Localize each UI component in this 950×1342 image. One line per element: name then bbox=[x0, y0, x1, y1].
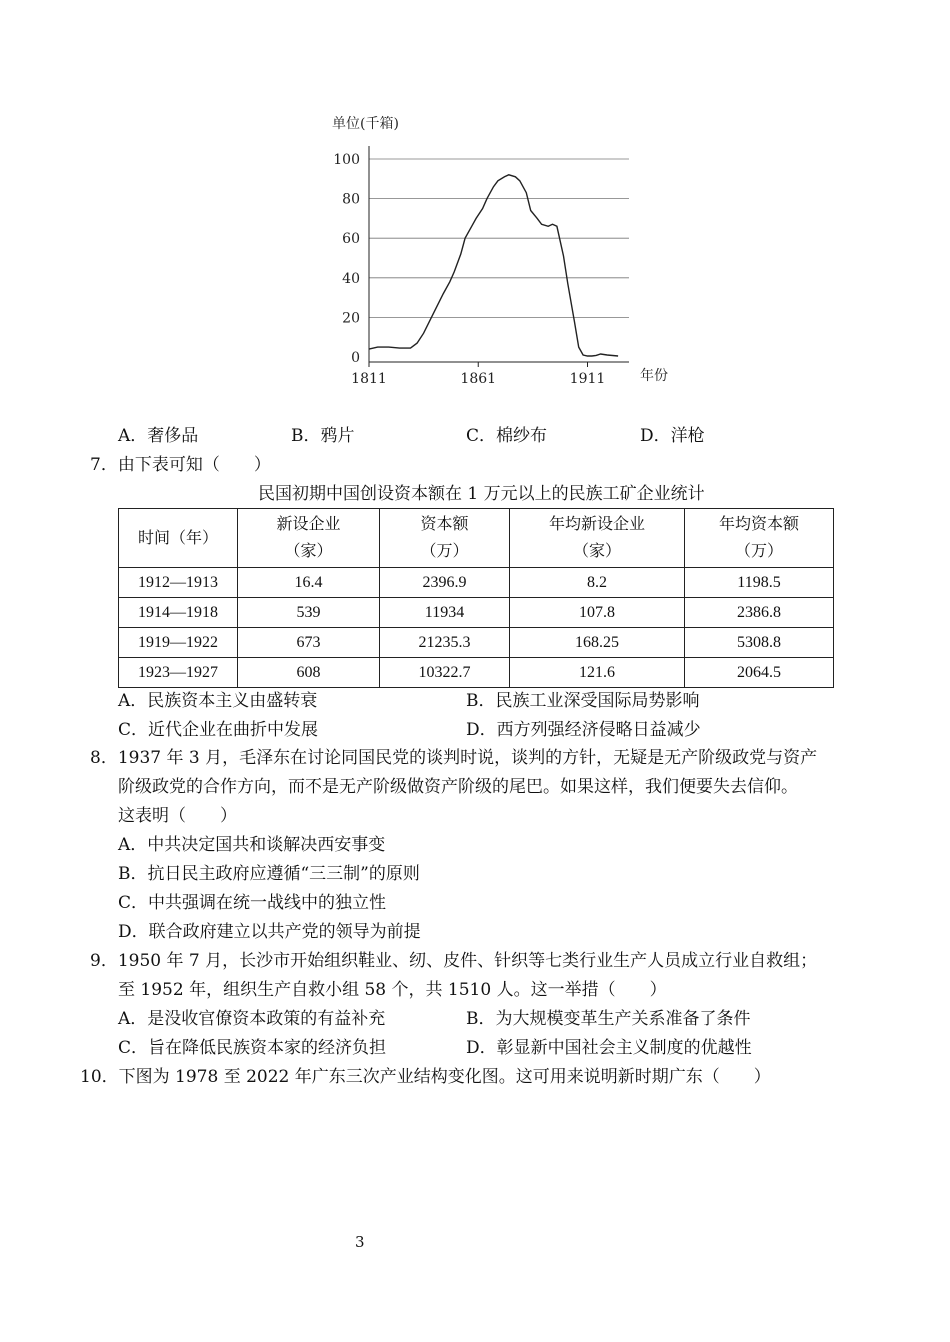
table-cell: 1198.5 bbox=[685, 568, 834, 598]
table-cell: 2396.9 bbox=[380, 568, 510, 598]
table-cell: 10322.7 bbox=[380, 658, 510, 688]
table-cell: 1919—1922 bbox=[119, 628, 238, 658]
q8-option-c[interactable]: C．中共强调在统一战线中的独立性 bbox=[118, 893, 387, 913]
table-cell: 16.4 bbox=[238, 568, 380, 598]
table-cell: 21235.3 bbox=[380, 628, 510, 658]
chart-xlabel: 年份 bbox=[640, 368, 668, 384]
table-cell: 168.25 bbox=[510, 628, 685, 658]
table-header-row bbox=[119, 509, 834, 568]
table-cell: 1912—1913 bbox=[119, 568, 238, 598]
q9-option-a[interactable]: A．是没收官僚资本政策的有益补充 bbox=[118, 1009, 386, 1029]
y-tick-label: 100 bbox=[333, 152, 360, 168]
x-tick-label: 1911 bbox=[569, 371, 606, 387]
chart-series-line bbox=[369, 175, 618, 356]
q9-option-c[interactable]: C．旨在降低民族资本家的经济负担 bbox=[118, 1038, 387, 1058]
table-cell: 8.2 bbox=[510, 568, 685, 598]
q9-option-d[interactable]: D．彰显新中国社会主义制度的优越性 bbox=[466, 1038, 752, 1058]
q8-stem-line-3: 这表明（ ） bbox=[118, 806, 237, 826]
table-cell: 5308.8 bbox=[685, 628, 834, 658]
q9-stem-line-2: 至 1952 年，组织生产自救小组 58 个，共 1510 人。这一举措（ ） bbox=[118, 980, 667, 1000]
table-cell: 2386.8 bbox=[685, 598, 834, 628]
y-tick-label: 60 bbox=[342, 231, 360, 248]
q7-option-d[interactable]: D．西方列强经济侵略日益减少 bbox=[466, 720, 701, 740]
header-annual-capital: 年均资本额 （万） bbox=[685, 509, 834, 568]
table-row bbox=[119, 568, 834, 598]
chart-y-ticks bbox=[333, 152, 360, 366]
q7-option-b[interactable]: B．民族工业深受国际局势影响 bbox=[466, 691, 700, 711]
table-row bbox=[119, 658, 834, 688]
header-capital: 资本额 （万） bbox=[380, 509, 510, 568]
q8-option-d[interactable]: D．联合政府建立以共产党的领导为前提 bbox=[118, 922, 421, 942]
table-row bbox=[119, 628, 834, 658]
q6-option-d[interactable]: D．洋枪 bbox=[640, 426, 705, 446]
y-tick-label: 0 bbox=[351, 350, 360, 366]
q6-option-c[interactable]: C．棉纱布 bbox=[466, 426, 548, 446]
q8-stem-line-2: 阶级政党的合作方向，而不是无产阶级做资产阶级的尾巴。如果这样，我们便要失去信仰。 bbox=[118, 777, 798, 797]
q9-option-b[interactable]: B．为大规模变革生产关系准备了条件 bbox=[466, 1009, 751, 1029]
table-cell: 1923—1927 bbox=[119, 658, 238, 688]
table-cell: 673 bbox=[238, 628, 380, 658]
table-cell: 608 bbox=[238, 658, 380, 688]
chart-x-ticks bbox=[351, 362, 629, 387]
q7-option-a[interactable]: A．民族资本主义由盛转衰 bbox=[118, 691, 318, 711]
chart-grid bbox=[369, 159, 629, 317]
chart bbox=[320, 108, 700, 393]
header-time: 时间（年） bbox=[119, 509, 238, 568]
q10-stem: 10．下图为 1978 至 2022 年广东三次产业结构变化图。这可用来说明新时期广东（ ） bbox=[80, 1067, 771, 1087]
chart-ylabel: 单位(千箱) bbox=[332, 116, 399, 132]
q7-table bbox=[118, 508, 834, 688]
header-new-enterprises: 新设企业 （家） bbox=[238, 509, 380, 568]
page-number: 3 bbox=[355, 1233, 365, 1251]
q9-stem-line-1: 9．1950 年 7 月，长沙市开始组织鞋业、纫、皮件、针织等七类行业生产人员成立行业自救组； bbox=[90, 951, 818, 971]
q7-table-title: 民国初期中国创设资本额在 1 万元以上的民族工矿企业统计 bbox=[258, 484, 705, 504]
table-row bbox=[119, 598, 834, 628]
table-cell: 1914—1918 bbox=[119, 598, 238, 628]
table-cell: 2064.5 bbox=[685, 658, 834, 688]
table-cell: 121.6 bbox=[510, 658, 685, 688]
q8-stem-line-1: 8．1937 年 3 月，毛泽东在讨论同国民党的谈判时说，谈判的方针，无疑是无产阶级政党与资产 bbox=[90, 748, 818, 768]
y-tick-label: 40 bbox=[342, 270, 360, 287]
table-cell: 107.8 bbox=[510, 598, 685, 628]
q6-option-b[interactable]: B．鸦片 bbox=[291, 426, 355, 446]
q6-option-a[interactable]: A．奢侈品 bbox=[118, 426, 199, 446]
q8-option-a[interactable]: A．中共决定国共和谈解决西安事变 bbox=[118, 835, 386, 855]
y-tick-label: 80 bbox=[342, 191, 360, 208]
table-cell: 539 bbox=[238, 598, 380, 628]
header-annual-new: 年均新设企业 （家） bbox=[510, 509, 685, 568]
x-tick-label: 1811 bbox=[351, 371, 387, 387]
q7-stem: 7．由下表可知（ ） bbox=[90, 455, 271, 475]
x-tick-label: 1861 bbox=[460, 371, 497, 387]
q7-option-c[interactable]: C．近代企业在曲折中发展 bbox=[118, 720, 319, 740]
y-tick-label: 20 bbox=[342, 310, 360, 327]
q8-option-b[interactable]: B．抗日民主政府应遵循“三三制”的原则 bbox=[118, 864, 420, 884]
table-cell: 11934 bbox=[380, 598, 510, 628]
